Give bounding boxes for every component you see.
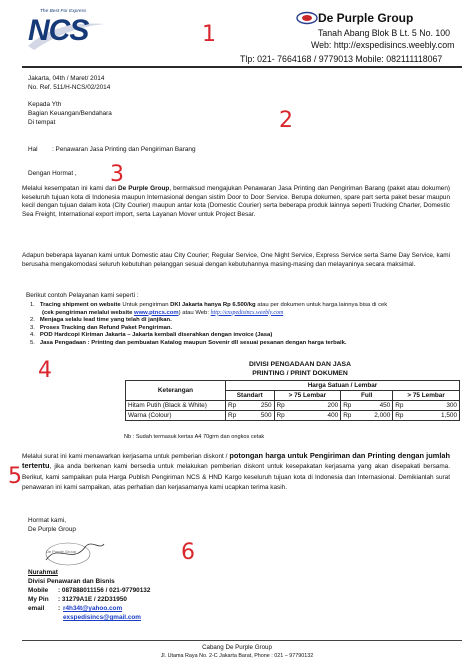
col-keterangan: Keterangan bbox=[126, 381, 226, 401]
table-row: Hitam Putih (Black & White) Rp 250 Rp 200 Rp 450 Rp 300 bbox=[126, 401, 460, 411]
company-phones: Tlp: 021- 7664168 / 9779013 Mobile: 082111118067 bbox=[240, 54, 443, 64]
col-gt75: > 75 Lembar bbox=[274, 391, 341, 401]
paragraph-closing bbox=[22, 451, 450, 493]
weebly-link[interactable]: http://exspedisincs.weebly.com bbox=[210, 309, 284, 316]
closing-text-c: , jika anda berkenan kami bersedia untuk melakukan pemberian diskont untuk kesepakatan kerjasama yang akan disepakati bersama. Berikut, kami sampaikan pula Harga Publish Pengiriman NCS & HND Kargo keseluruh tujuan kota di Indonesia dan Internasional. Demikianlah surat penawaran ini kami sampaikan, atas perhatian dan kerjasamanya kami ucapkan terima kasih. bbox=[22, 463, 450, 492]
price-table-title bbox=[140, 360, 460, 378]
closing-discount-bold: potongan harga untuk Pengiriman dan Printing dengan jumlah tertentu bbox=[22, 451, 450, 471]
paragraph-intro bbox=[22, 185, 450, 219]
signature-stamp-graphic bbox=[38, 538, 108, 570]
price-title-2: PRINTING / PRINT DOKUMEN bbox=[252, 370, 348, 377]
pin-label: My Pin bbox=[28, 596, 49, 603]
email-label: email bbox=[28, 605, 45, 612]
list-item: (cek pengiriman melalui website www.ptncs.com) atau Web: http://exspedisincs.weebly.com bbox=[42, 309, 284, 316]
signer-name: Nurahmat bbox=[28, 569, 58, 576]
price-cell: 1,500 bbox=[418, 411, 459, 421]
annotation-4: 4 bbox=[38, 358, 52, 383]
header-divider bbox=[22, 66, 462, 68]
ncs-logo: NCS bbox=[28, 14, 89, 47]
price-cell: 200 bbox=[304, 401, 340, 411]
closing-text-a: Melalui surat ini kami menawarkan kerjasama untuk pemberian diskont / bbox=[22, 453, 230, 460]
table-row: Warna (Colour) Rp 500 Rp 400 Rp 2,000 Rp 1,500 bbox=[126, 411, 460, 421]
paragraph-services: Adapun beberapa layanan kami untuk Domestic atau City Courier; Regular Service, One Night Service, Express Service serta Same Day Service, kami berusaha mengakomodasi seluruh kebutuhan pelanggan sesuai dengan kebutuhannya masing-masing dan melayaninya secara maksimal. bbox=[22, 252, 450, 268]
price-cell: 400 bbox=[304, 411, 340, 421]
mobile-label: Mobile bbox=[28, 587, 49, 594]
recipient-label: Kepada Yth bbox=[28, 101, 62, 108]
annotation-6: 6 bbox=[181, 540, 195, 565]
footer-branch: Cabang De Purple Group bbox=[202, 644, 272, 651]
col-gt75b: > 75 Lembar bbox=[393, 391, 460, 401]
list-item: 3. Proses Tracking dan Refund Paket Pengiriman. bbox=[30, 324, 173, 331]
price-note: Nb : Sudah termasuk kertas A4 70grm dan ongkos cetak bbox=[124, 434, 265, 440]
greeting: Dengan Hormat , bbox=[28, 170, 77, 177]
col-full: Full bbox=[341, 391, 393, 401]
ptncs-link[interactable]: www.ptncs.com bbox=[134, 309, 179, 316]
tagline: The Best For Express bbox=[40, 9, 87, 14]
list-intro: Berikut contoh Pelayanan kami seperti : bbox=[26, 292, 139, 299]
list-item: 4. POD Hardcopi Kiriman Jakarta – Jakarta kembali diserahkan dengan invoice (Jasa) bbox=[30, 332, 273, 339]
p1-text-a: Melalui kesempatan ini kami dari bbox=[22, 185, 118, 192]
company-logo-icon bbox=[296, 11, 318, 25]
pin-value: : 31279A1E / 22D31950 bbox=[58, 596, 127, 603]
annotation-5: 5 bbox=[8, 464, 22, 489]
table-header-row bbox=[126, 381, 460, 391]
p1-company: De Purple Group bbox=[117, 185, 170, 192]
company-address: Tanah Abang Blok B Lt. 5 No. 100 bbox=[318, 28, 451, 38]
annotation-1: 1 bbox=[202, 22, 216, 47]
recipient-place: Di tempat bbox=[28, 119, 56, 126]
col-harga: Harga Satuan / Lembar bbox=[226, 381, 460, 391]
list-item: 5. Jasa Pengadaan : Printing dan pembuatan Katalog maupun Sovenir dll sesuai pesanan dengan harga terbaik. bbox=[30, 339, 347, 346]
price-table bbox=[125, 380, 460, 421]
stamp-text: De Purple Group bbox=[46, 549, 77, 554]
recipient-dept: Bagian Keuangan/Bendahara bbox=[28, 110, 112, 117]
price-cell: 250 bbox=[248, 401, 274, 411]
price-cell: 2,000 bbox=[361, 411, 393, 421]
row-label: Warna (Colour) bbox=[126, 411, 226, 421]
reference-number: No. Ref. 511/H-NCS/02/2014 bbox=[28, 84, 111, 91]
price-cell: 500 bbox=[248, 411, 274, 421]
subject-label: Hal bbox=[28, 146, 38, 153]
footer-divider bbox=[22, 640, 462, 641]
regards: Hormat kami, bbox=[28, 517, 66, 524]
list-item: 1. Tracing shipment on website Untuk pengiriman DKI Jakarta hanya Rp 6.500/kg atau per dokumen untuk harga lainnya bisa di cek bbox=[30, 302, 388, 308]
row-label: Hitam Putih (Black & White) bbox=[126, 401, 226, 411]
price-cell: 300 bbox=[418, 401, 459, 411]
p1-text-c: , bermaksud mengajukan Penawaran Jasa Printing dan Pengiriman Barang (paket atau dokumen) keseluruh tujuan kota di Indonesia maupun Internasional dengan sistim Door to Door Service. Berupa dokumen, spare part serta paket besar maupun kecil dengan tujuan dalam kota (City Courier) maupun antar kota (Domestic Courier) serta beberapa produk lainnya seperti Trucking Charter, Domestic Sea Freight, International export import, serta Layanan Mover untuk Project Besar. bbox=[22, 185, 451, 218]
regards-org: De Purple Group bbox=[28, 526, 76, 533]
company-name: De Purple Group bbox=[318, 11, 414, 25]
email-link-1[interactable]: r4h34t@yahoo.com bbox=[63, 605, 123, 612]
company-web: Web: http://exspedisincs.weebly.com bbox=[311, 40, 455, 50]
service-list bbox=[30, 302, 450, 348]
subject-text: : Penawaran Jasa Printing dan Pengiriman Barang bbox=[52, 146, 196, 153]
price-title-1: DIVISI PENGADAAN DAN JASA bbox=[249, 361, 351, 368]
annotation-3: 3 bbox=[110, 162, 124, 187]
place-date: Jakarta, 04th / Maret/ 2014 bbox=[28, 75, 105, 82]
signer-title: Divisi Penawaran dan Bisnis bbox=[28, 578, 115, 585]
email-link-2[interactable]: exspedisincs@gmail.com bbox=[63, 614, 141, 621]
footer-address: Jl. Utama Raya No. 2-C Jakarta Barat, Phone : 021 – 97790132 bbox=[160, 653, 314, 659]
price-cell: 450 bbox=[361, 401, 393, 411]
col-standart: Standart bbox=[226, 391, 275, 401]
list-item: 2. Menjaga selalu lead time yang telah di janjikan. bbox=[30, 317, 172, 324]
annotation-2: 2 bbox=[279, 108, 293, 133]
mobile-value: : 087888011156 / 021-97790132 bbox=[58, 587, 151, 594]
